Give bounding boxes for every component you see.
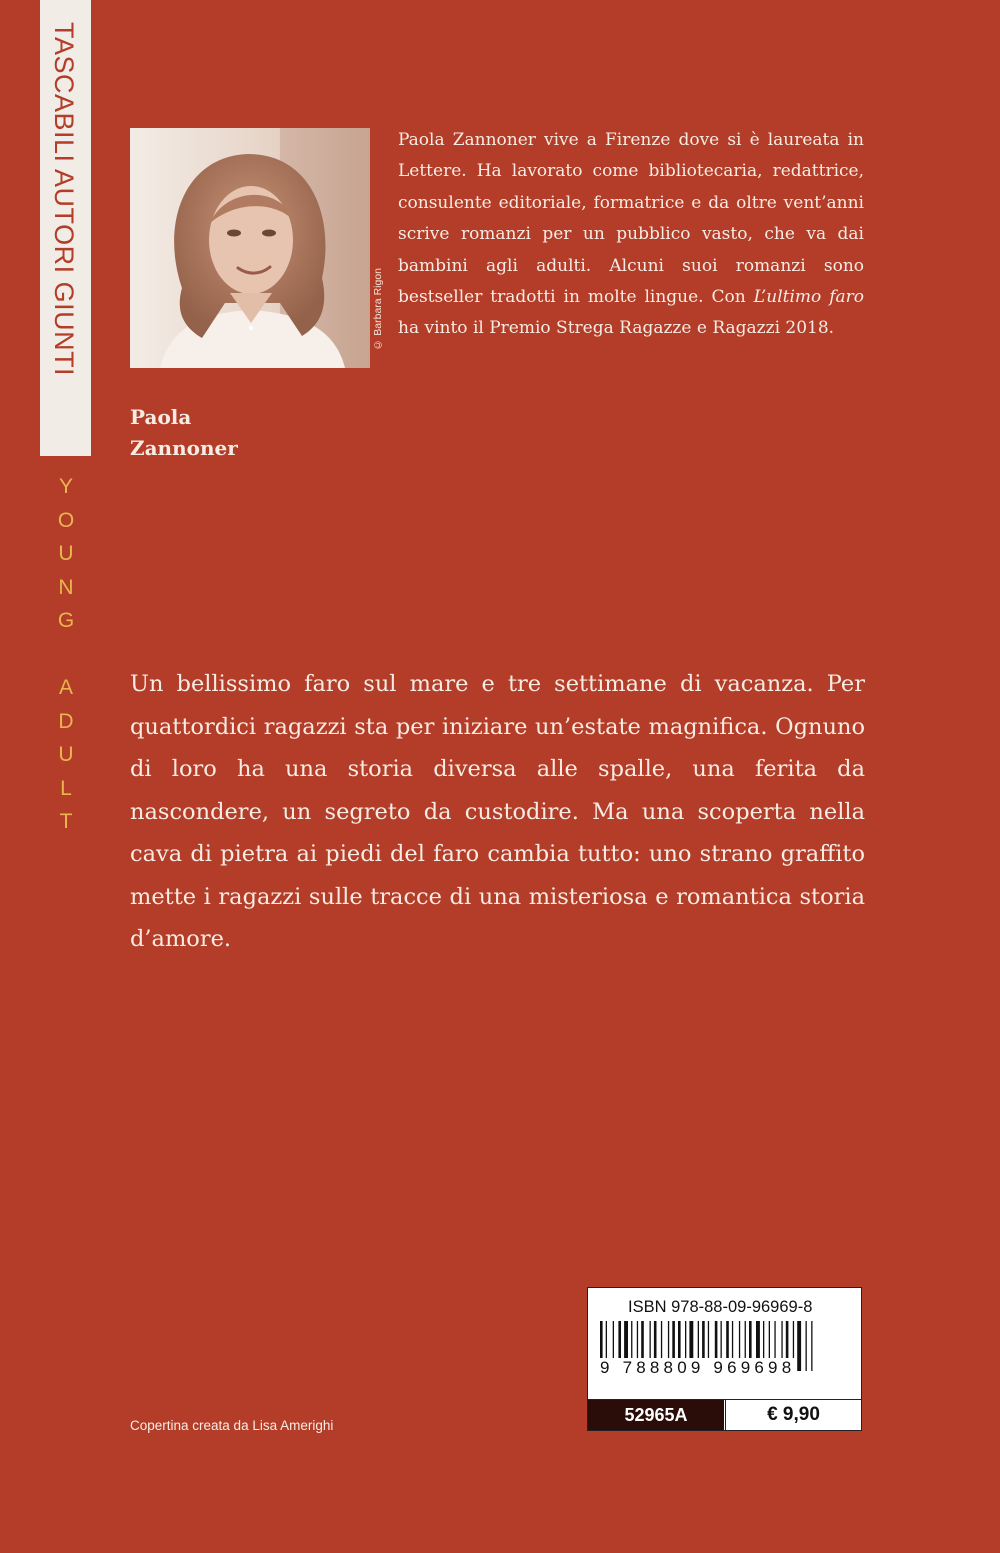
barcode-box bbox=[587, 1287, 862, 1431]
series-letter: G bbox=[57, 609, 75, 632]
author-photo bbox=[130, 128, 370, 368]
barcode-digits: 9 788809 969698 bbox=[600, 1358, 796, 1377]
author-name: Paola Zannoner bbox=[130, 405, 238, 460]
series-letter: Y bbox=[58, 475, 73, 498]
book-title: L’ultimo faro bbox=[753, 287, 864, 308]
price: € 9,90 bbox=[725, 1400, 861, 1430]
series-letter: U bbox=[58, 542, 74, 565]
product-code: 52965A bbox=[588, 1400, 724, 1430]
series-subtitle bbox=[52, 470, 80, 839]
series-letter: T bbox=[59, 810, 73, 833]
photo-credit: © Barbara Rigon bbox=[372, 268, 384, 351]
cover-credit: Copertina creata da Lisa Amerighi bbox=[130, 1418, 334, 1433]
series-letter: O bbox=[57, 508, 75, 532]
isbn: ISBN 978-88-09-96969-8 bbox=[628, 1298, 813, 1316]
series-letter: U bbox=[58, 743, 74, 766]
book-synopsis: Un bellissimo faro sul mare e tre settimane di vacanza. Per quattordici ragazzi sta per iniziare un’estate magnifica. Ognuno di loro ha una storia diversa alle spalle, una ferita da nascondere, un segreto da custodire. Ma una scoperta nella cava di pietra ai piedi del faro cambia tutto: uno strano graffito mette i ragazzi sulle tracce di una misteriosa e romantica storia d’amore. bbox=[130, 671, 865, 952]
author-bio: Paola Zannoner vive a Firenze dove si è laureata in Lettere. Ha lavorato come bibliotecaria, redattrice, consulente editoriale, formatrice e da oltre vent’anni scrive romanzi per un pubblico vasto, che va dai bambini agli adulti. Alcuni suoi romanzi sono bestseller tradotti in molte lingue. Con L’ultimo faro ha vinto il Premio Strega Ragazze e Ragazzi 2018. bbox=[398, 130, 864, 339]
series-letter: N bbox=[58, 575, 74, 599]
author-portrait bbox=[130, 128, 370, 368]
series-title: TASCABILI AUTORI GIUNTI bbox=[49, 22, 79, 377]
series-letter: A bbox=[58, 676, 73, 699]
series-letter: D bbox=[58, 709, 74, 733]
series-letter: L bbox=[60, 776, 72, 800]
